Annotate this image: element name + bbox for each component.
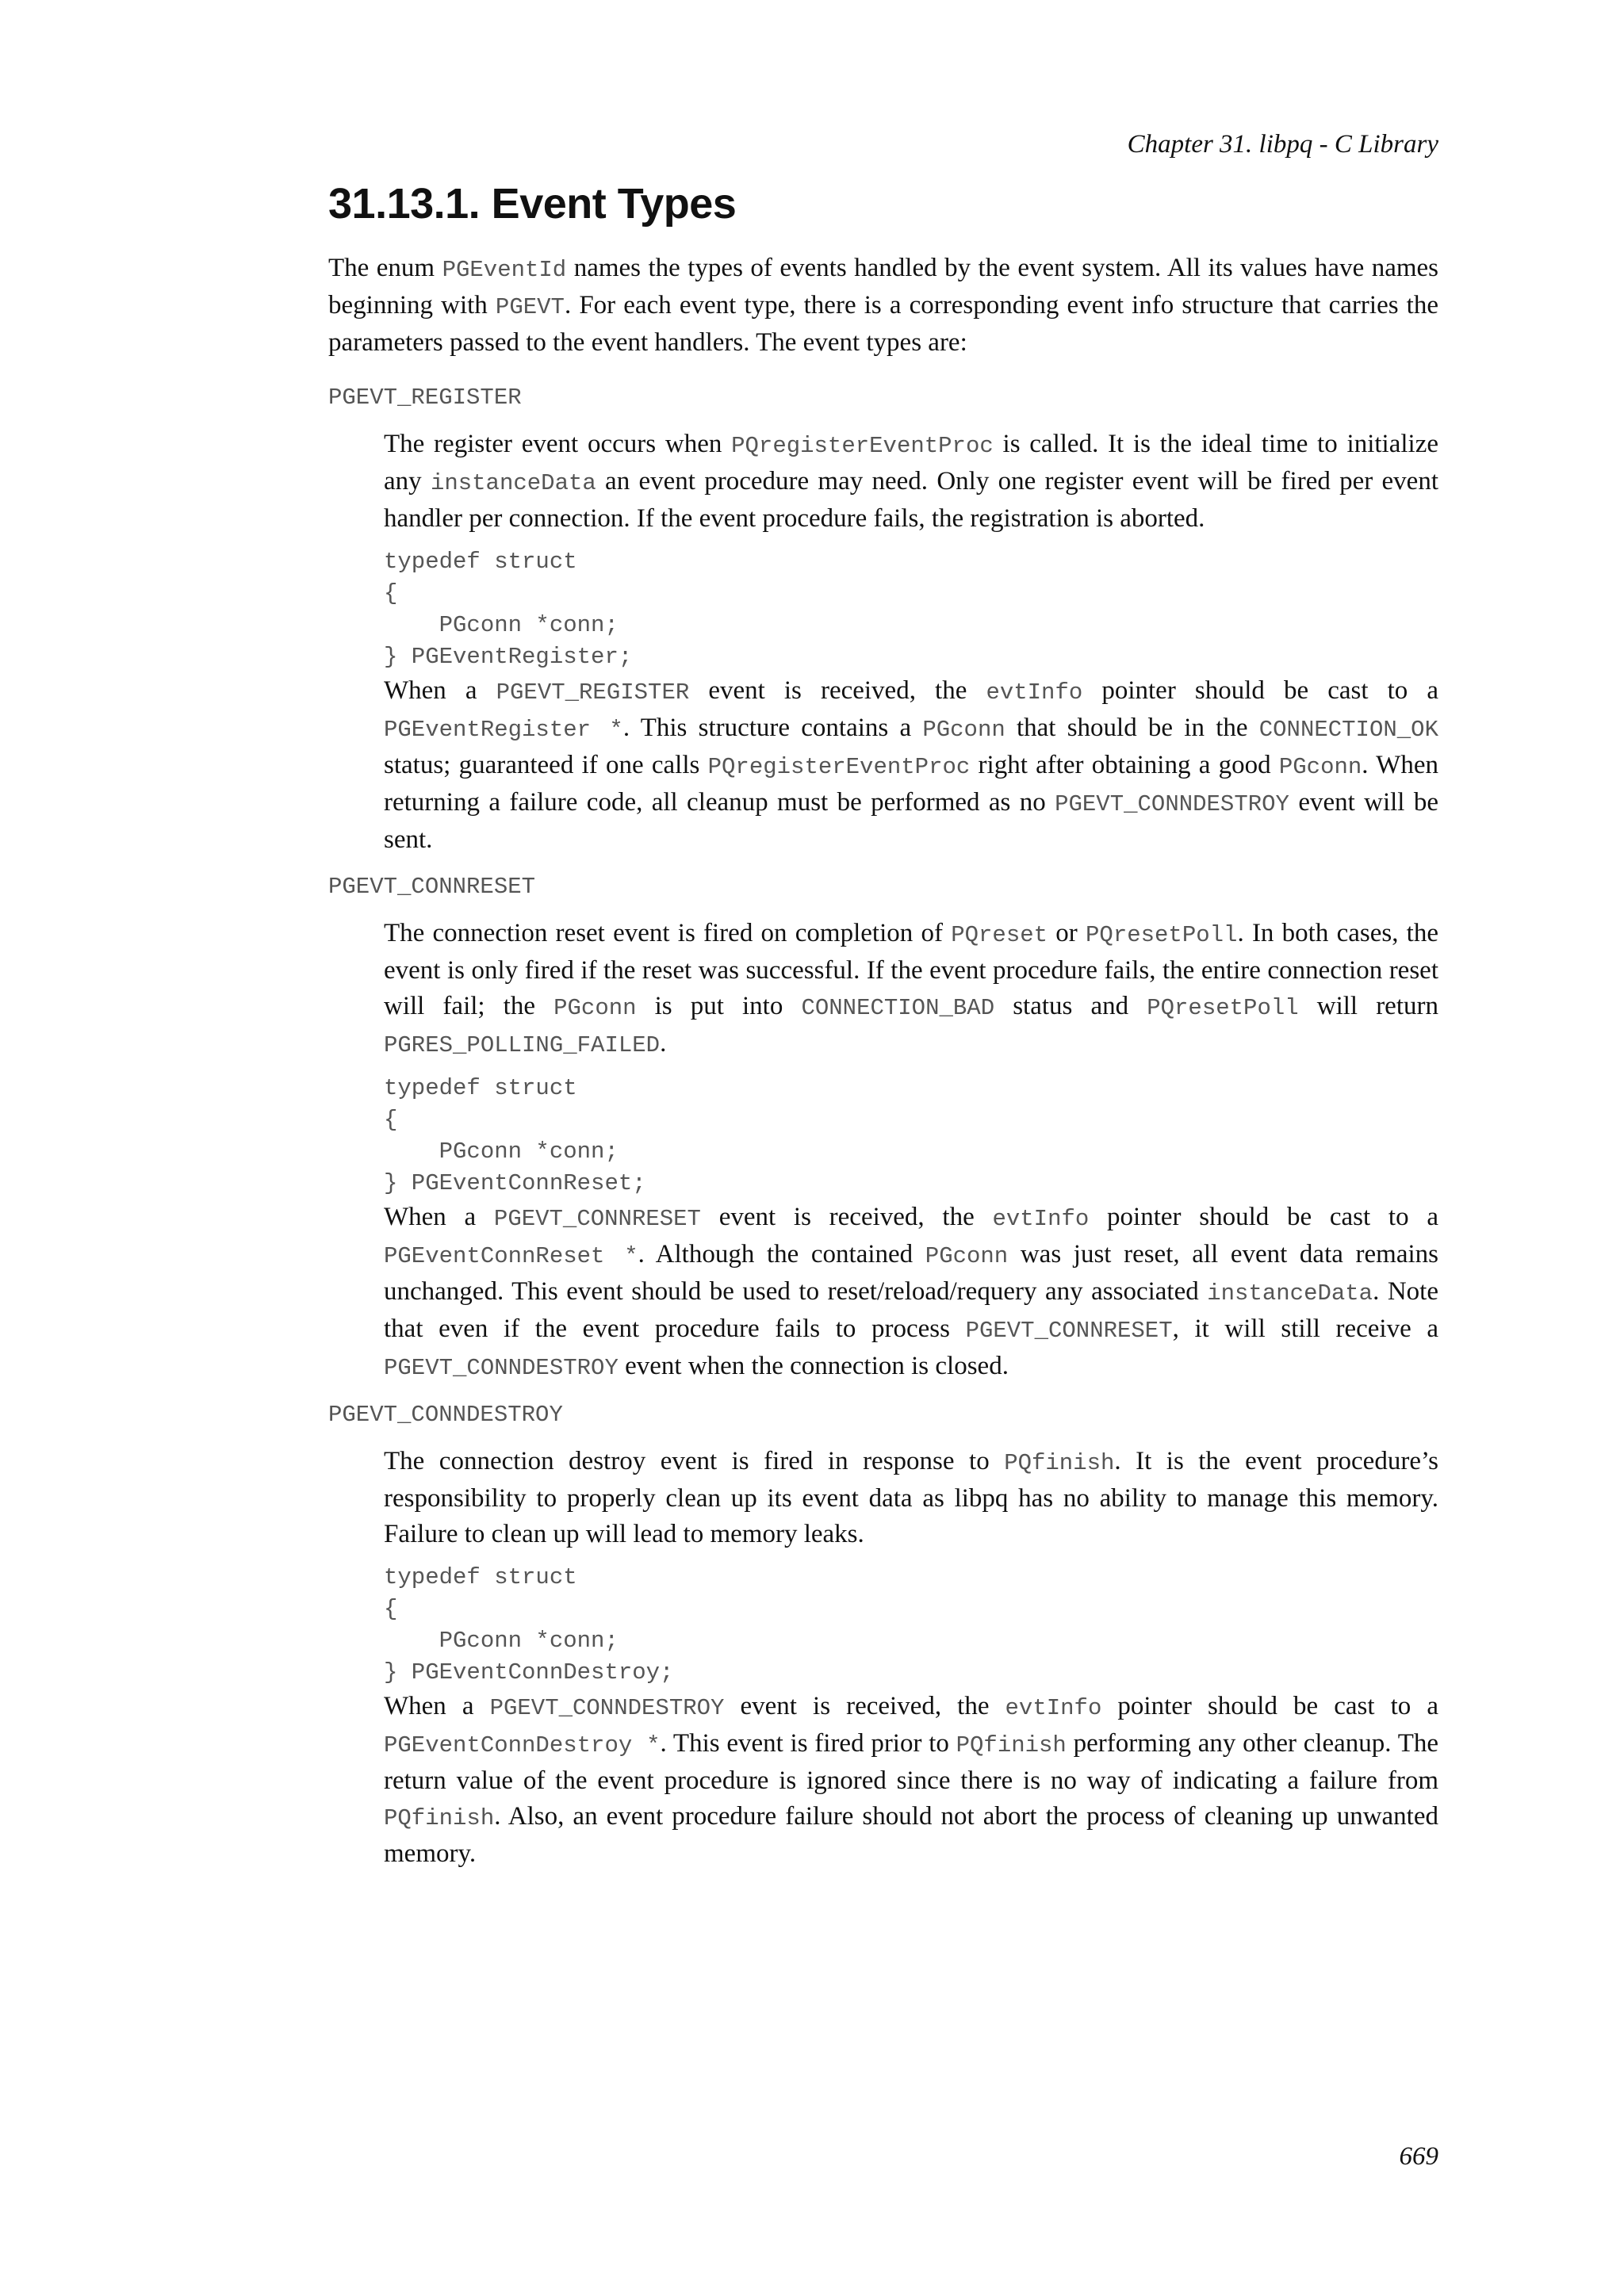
inline-code: evtInfo xyxy=(992,1206,1090,1232)
inline-code: PGEVT_REGISTER xyxy=(496,679,690,706)
inline-code: PQresetPoll xyxy=(1086,922,1238,948)
inline-code: CONNECTION_OK xyxy=(1258,717,1438,743)
entry-description xyxy=(384,916,1438,1386)
inline-code: PGconn xyxy=(922,717,1005,743)
inline-code: PGconn xyxy=(925,1243,1009,1269)
inline-code: PGEVT_CONNRESET xyxy=(965,1318,1173,1344)
inline-code: PGEVT_CONNDESTROY xyxy=(1055,791,1289,817)
inline-code: PGEventRegister * xyxy=(384,717,623,743)
entry-paragraph: When a PGEVT_CONNRESET event is received, the evtInfo pointer should be cast to a PGEventConnReset *. Although the contained PGconn was just reset, all event data remains unchanged. This event should be used to reset/reload/requery any associated instanceData. Note that even if the event procedure fails to process PGEVT_CONNRESET, it will still receive a PGEVT_CONNDESTROY event when the connection is closed. xyxy=(384,1203,1438,1381)
inline-code: PGEVT_CONNDESTROY xyxy=(384,1355,619,1381)
inline-code: PQfinish xyxy=(956,1732,1067,1758)
section-title: 31.13.1. Event Types xyxy=(328,180,737,228)
inline-code: PQregisterEventProc xyxy=(707,754,971,780)
inline-code: PGEVT_CONNDESTROY xyxy=(489,1695,725,1721)
inline-code: PQfinish xyxy=(384,1805,495,1831)
inline-code: PGEventConnReset * xyxy=(384,1243,638,1269)
inline-code: PGEVT_CONNRESET xyxy=(493,1206,701,1232)
inline-code: PQfinish xyxy=(1004,1450,1115,1476)
code-block: typedef struct { PGconn *conn; } PGEventRegister; xyxy=(384,549,633,670)
inline-code: evtInfo xyxy=(1005,1695,1102,1721)
inline-code: PQregisterEventProc xyxy=(731,433,994,459)
inline-code: instanceData xyxy=(1207,1280,1373,1307)
inline-code: CONNECTION_BAD xyxy=(801,995,995,1021)
inline-code: PQresetPoll xyxy=(1147,995,1299,1021)
entry-pgevt-register xyxy=(328,380,1438,858)
inline-code: instanceData xyxy=(430,470,596,496)
entry-term: PGEVT_CONNDESTROY xyxy=(328,1402,563,1428)
entry-pgevt-connreset xyxy=(328,869,1438,1386)
inline-code: PGEventConnDestroy * xyxy=(384,1732,661,1758)
entry-paragraph: The connection destroy event is fired in response to PQfinish. It is the event procedure’s responsibility to properly clean up its event data as libpq has no ability to manage this memory. Failure to clean up will lead to memory leaks. xyxy=(384,1447,1438,1548)
inline-code: evtInfo xyxy=(986,679,1083,706)
inline-code: PGconn xyxy=(553,995,637,1021)
entry-paragraph: When a PGEVT_CONNDESTROY event is received, the evtInfo pointer should be cast to a PGEventConnDestroy *. This event is fired prior to PQfinish performing any other cleanup. The return value of the event procedure is ignored since there is no way of indicating a failure from PQfinish. Also, an event procedure failure should not abort the process of cleaning up unwanted memory. xyxy=(384,1692,1438,1868)
inline-code: PGEventId xyxy=(442,257,567,283)
entry-paragraph: The connection reset event is fired on completion of PQreset or PQresetPoll. In both cases, the event is only fired if the reset was successful. If the event procedure fails, the entire connection reset will fail; the PGconn is put into CONNECTION_BAD status and PQresetPoll will return PGRES_POLLING_FAILED. xyxy=(384,919,1438,1058)
intro-paragraph: The enum PGEventId names the types of events handled by the event system. All its values have names beginning with PGEVT. For each event type, there is a corresponding event info structure that carries the parameters passed to the event handlers. The event types are: xyxy=(328,254,1438,357)
code-block: typedef struct { PGconn *conn; } PGEventConnReset; xyxy=(384,1075,646,1196)
running-header: Chapter 31. libpq - C Library xyxy=(1127,130,1438,159)
inline-code: PQreset xyxy=(951,922,1048,948)
page-number: 669 xyxy=(1399,2142,1438,2171)
entry-pgevt-conndestroy xyxy=(328,1397,1438,1872)
inline-code: PGRES_POLLING_FAILED xyxy=(384,1032,661,1058)
code-block: typedef struct { PGconn *conn; } PGEventConnDestroy; xyxy=(384,1564,674,1686)
entry-paragraph: The register event occurs when PQregisterEventProc is called. It is the ideal time to initialize any instanceData an event procedure may need. Only one register event will be fired per event handler per connection. If the event procedure fails, the registration is aborted. xyxy=(384,430,1439,533)
entry-term: PGEVT_REGISTER xyxy=(328,385,522,411)
entry-description xyxy=(384,1444,1438,1872)
inline-code: PGconn xyxy=(1278,754,1362,780)
main-content xyxy=(328,251,1438,1883)
inline-code: PGEVT xyxy=(495,294,565,320)
entry-description xyxy=(384,427,1438,858)
entry-term: PGEVT_CONNRESET xyxy=(328,874,536,900)
entry-paragraph: When a PGEVT_REGISTER event is received, the evtInfo pointer should be cast to a PGEventRegister *. This structure contains a PGconn that should be in the CONNECTION_OK status; guaranteed if one calls PQregisterEventProc right after obtaining a good PGconn. When returning a failure code, all cleanup must be performed as no PGEVT_CONNDESTROY event will be sent. xyxy=(384,676,1438,854)
